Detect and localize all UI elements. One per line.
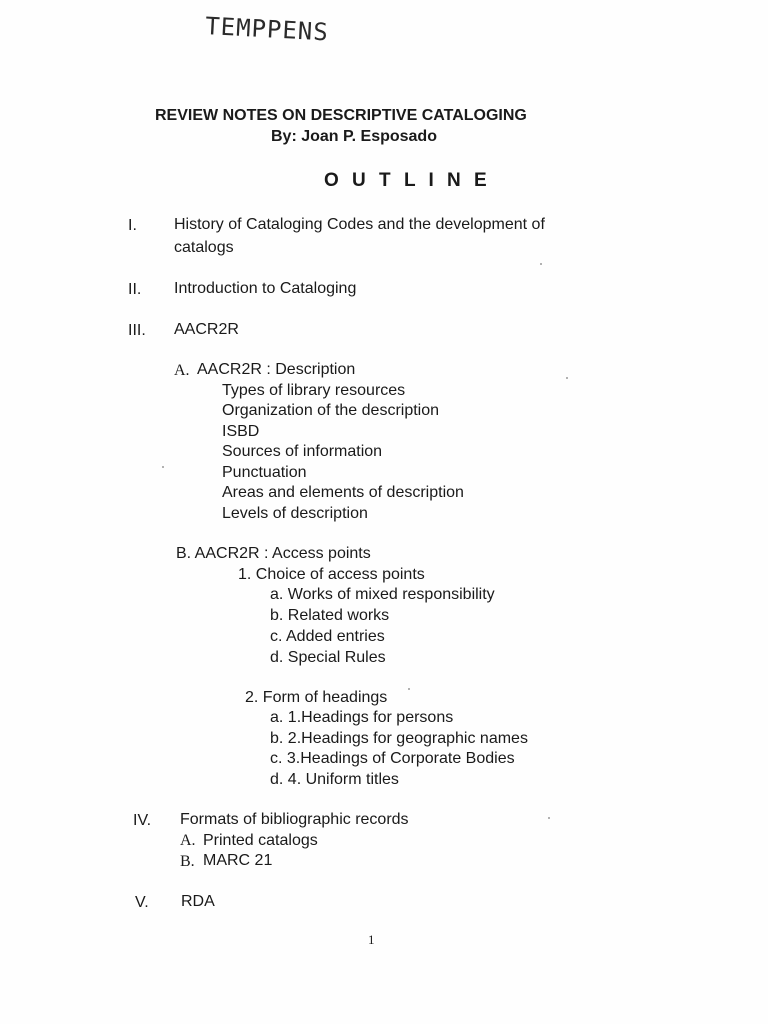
part-a-letter: A. [174, 362, 190, 379]
part-b-heading: B. AACR2R : Access points [176, 545, 371, 562]
outline-heading: O U T L I N E [324, 170, 491, 191]
list-item: Levels of description [222, 505, 368, 522]
list-item: Sources of information [222, 443, 383, 460]
section-numeral-1: I. [128, 217, 137, 234]
list-item: Types of library resources [222, 382, 406, 399]
list-item: ISBD [222, 423, 260, 440]
form-heading: 2. Form of headings [245, 689, 388, 706]
list-item: c. Added entries [270, 628, 385, 645]
scan-speck [540, 263, 542, 265]
subitem-text: Printed catalogs [203, 832, 318, 849]
list-item: d. 4. Uniform titles [270, 771, 399, 788]
list-item: a. Works of mixed responsibility [270, 586, 495, 603]
subitem-text: MARC 21 [203, 852, 273, 869]
section-text-3: AACR2R [174, 321, 239, 338]
section-numeral-2: II. [128, 281, 142, 298]
list-item: a. 1.Headings for persons [270, 709, 454, 726]
subitem-letter: A. [180, 832, 196, 849]
page-number: 1 [368, 932, 375, 947]
list-item: Areas and elements of description [222, 484, 464, 501]
scan-speck [162, 466, 164, 468]
author-byline: By: Joan P. Esposado [271, 128, 437, 145]
choice-heading: 1. Choice of access points [238, 566, 425, 583]
section-text-2: Introduction to Cataloging [174, 280, 357, 297]
scan-speck [566, 377, 568, 379]
handwritten-note: TEMPPENS [204, 12, 330, 47]
list-item: Punctuation [222, 464, 307, 481]
section-numeral-4: IV. [133, 812, 152, 829]
section-text-1-line2: catalogs [174, 239, 234, 256]
scan-speck [408, 688, 410, 690]
list-item: b. Related works [270, 607, 390, 624]
section-text-4: Formats of bibliographic records [180, 811, 409, 828]
section-text-5: RDA [181, 893, 215, 910]
part-a-heading: AACR2R : Description [197, 361, 356, 378]
scan-speck [548, 817, 550, 819]
subitem-letter: B. [180, 853, 195, 870]
list-item: d. Special Rules [270, 649, 386, 666]
section-numeral-3: III. [128, 322, 146, 339]
document-title: REVIEW NOTES ON DESCRIPTIVE CATALOGING [155, 107, 527, 124]
list-item: c. 3.Headings of Corporate Bodies [270, 750, 515, 767]
list-item: b. 2.Headings for geographic names [270, 730, 528, 747]
section-numeral-5: V. [135, 894, 149, 911]
section-text-1-line1: History of Cataloging Codes and the development of [174, 216, 545, 233]
list-item: Organization of the description [222, 402, 440, 419]
